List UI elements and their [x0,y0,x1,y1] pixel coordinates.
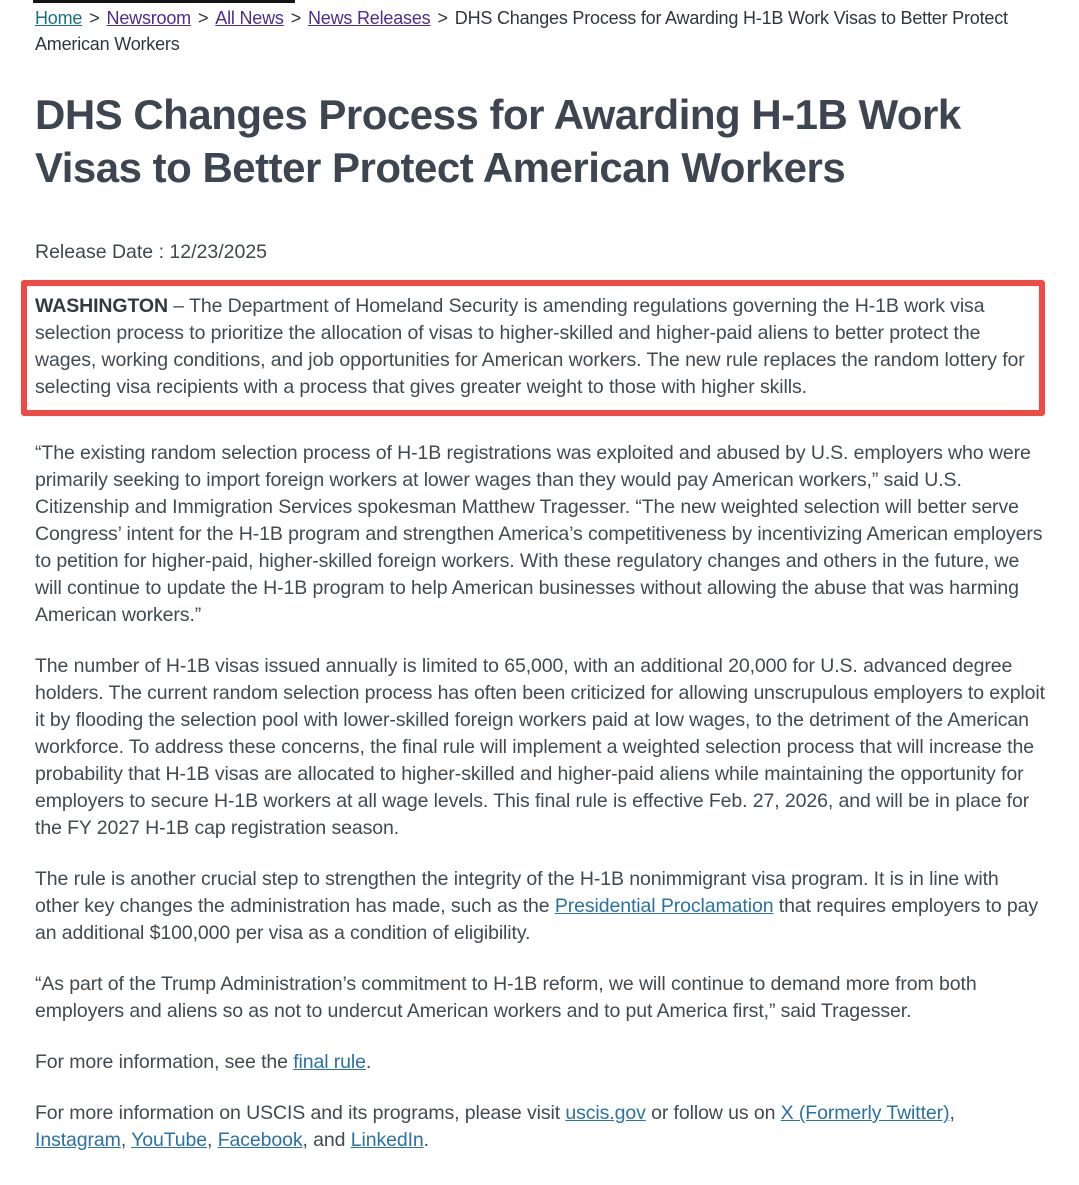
breadcrumb-separator: > [197,8,209,28]
text-segment: – The Department of Homeland Security is amending regulations governing the H-1B work visa selection process to prioritize the allocation of visas to higher-skilled and higher-paid aliens to better protect the wages, working conditions, and job opportunities for American workers. The new rule replaces the random lottery for selecting visa recipients with a process that gives greater weight to those with higher skills. [35,295,1025,398]
inline-link-facebook[interactable]: Facebook [217,1129,303,1151]
tragesser-quote-paragraph [35,971,1045,1025]
inline-link-instagram[interactable]: Instagram [35,1129,121,1151]
release-date-value: 12/23/2025 [169,241,268,263]
social-links-paragraph [35,1100,1045,1154]
page-title: DHS Changes Process for Awarding H-1B Work Visas to Better Protect American Workers [35,91,961,191]
breadcrumb-link-home[interactable]: Home [35,8,83,28]
release-date [35,239,1045,266]
text-segment: The number of H-1B visas issued annually is limited to 65,000, with an additional 20,000 for U.S. advanced degree holders. The current random selection process has often been criticized for allowing unscrupulous employers to exploit it by flooding the selection pool with lower-skilled foreign workers paid at low wages, to the detriment of the American workforce. To address these concerns, the final rule will implement a weighted selection process that will increase the probability that H-1B visas are allocated to higher-skilled and higher-paid aliens while maintaining the opportunity for employers to secure H-1B workers at all wage levels. This final rule is effective Feb. 27, 2026, and will be in place for the FY 2027 H-1B cap registration season. [35,655,1045,839]
integrity-paragraph [35,866,1045,947]
text-segment: . [365,1051,372,1073]
text-segment: For more information, see the [35,1051,294,1073]
breadcrumb-separator: > [290,8,301,28]
inline-link-final-rule[interactable]: final rule [293,1051,366,1073]
bold-text-washington: WASHINGTON [35,295,168,317]
text-segment: or follow us on [645,1102,781,1124]
breadcrumb [35,5,1025,57]
breadcrumb-link-all-news[interactable]: All News [215,8,284,28]
text-segment: , [949,1102,955,1124]
breadcrumb-link-news-releases[interactable]: News Releases [308,8,431,28]
article-body [35,280,1045,1154]
breadcrumb-current-page: DHS Changes Process for Awarding H-1B Work Visas to Better Protect American Workers [35,8,1008,54]
text-segment: , [207,1129,218,1151]
inline-link-x-formerly-twitter[interactable]: X (Formerly Twitter) [780,1102,950,1124]
quote-paragraph [35,440,1045,629]
breadcrumb-separator: > [89,8,100,28]
lead-paragraph-red-annotation-box [21,280,1045,416]
breadcrumb-separator: > [437,8,448,28]
inline-link-youtube[interactable]: YouTube [131,1129,208,1151]
text-segment: . [423,1129,429,1151]
text-segment: “As part of the Trump Administration’s commitment to H-1B reform, we will continue to demand more from both employers and aliens so as not to undercut American workers and to put America first,” said Tragesser. [35,973,977,1022]
visa-numbers-paragraph [35,653,1045,842]
inline-link-uscis-gov[interactable]: uscis.gov [565,1102,646,1124]
text-segment: The rule is another crucial step to strengthen the integrity of the H-1B nonimmigrant visa program. It is in line with other key changes the administration has made, such as the [35,868,999,917]
final-rule-paragraph [35,1049,1045,1076]
text-segment: that requires employers to pay an additional $100,000 per visa as a condition of eligibility. [35,895,1039,944]
text-segment: , [120,1129,132,1151]
text-segment: , and [302,1129,351,1151]
screenshot-crop-artifact [33,0,295,3]
text-segment: “The existing random selection process of H-1B registrations was exploited and abused by U.S. employers who were primarily seeking to import foreign workers at lower wages than they would pay American workers,” said U.S. Citizenship and Immigration Services spokesman Matthew Tragesser. “The new weighted selection will better serve Congress’ intent for the H-1B program and strengthen America’s competitiveness by incentivizing American employers to petition for higher-paid, higher-skilled foreign workers. With these regulatory changes and others in the future, we will continue to update the H-1B program to help American businesses without allowing the abuse that was harming American workers.” [35,442,1043,626]
inline-link-presidential-proclamation[interactable]: Presidential Proclamation [554,895,774,917]
inline-link-linkedin[interactable]: LinkedIn [350,1129,424,1151]
breadcrumb-link-newsroom[interactable]: Newsroom [106,8,191,28]
text-segment: For more information on USCIS and its programs, please visit [35,1102,566,1124]
release-date-label: Release Date : [35,241,164,263]
